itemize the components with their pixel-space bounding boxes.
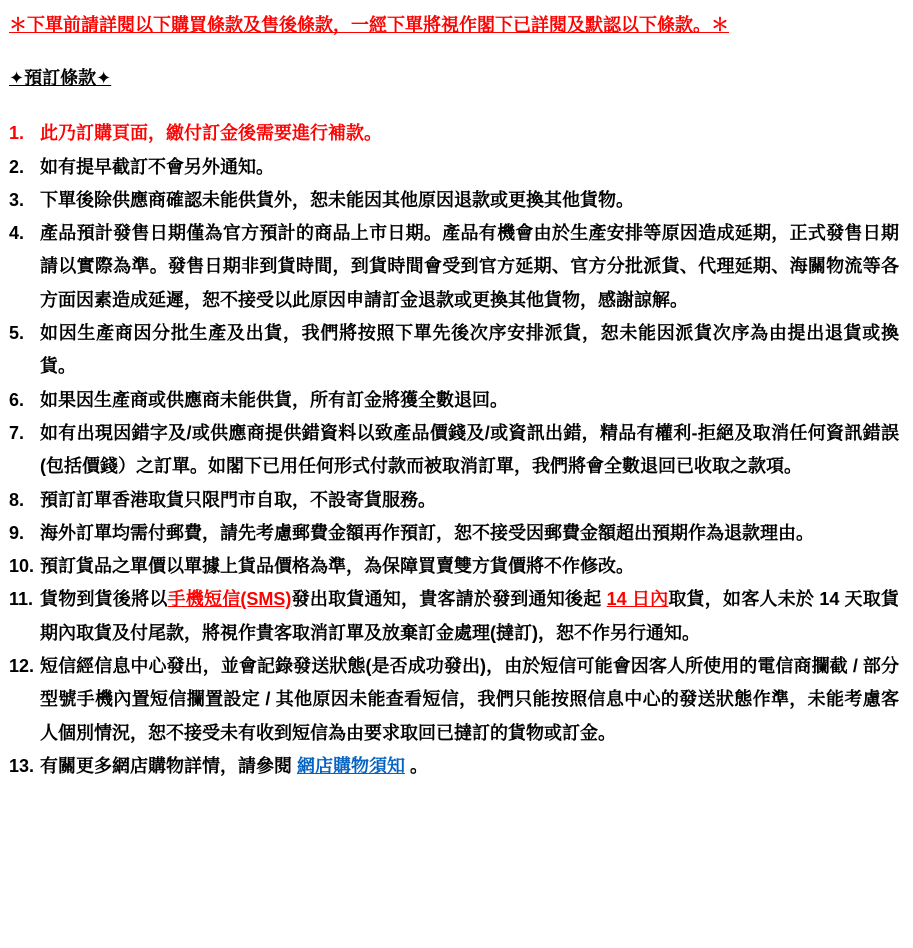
term-item <box>9 217 901 317</box>
term-segment: 如有出現因錯字及/或供應商提供錯資料以致產品價錢及/或資訊出錯，精品有權利-拒絕及取消任何資訊錯誤(包括價錢）之訂單。如閣下已用任何形式付款而被取消訂單，我們將會全數退回已收取之款項。 <box>40 422 899 477</box>
terms-list <box>9 117 901 783</box>
term-number: 8. <box>9 489 25 510</box>
term-text <box>40 117 901 150</box>
term-number: 6. <box>9 389 25 410</box>
term-text <box>40 550 901 583</box>
term-segment: 發出取貨通知，貴客請於發到通知後起 <box>291 589 607 610</box>
term-number: 7. <box>9 422 25 443</box>
term-number: 9. <box>9 522 25 543</box>
term-segment: 取貨，如客人未於 14 天取貨期內取貨及付尾款，將視作貴客取消訂單及放棄訂金處理(撻訂)，恕不作另行通知。 <box>40 589 900 643</box>
term-number: 13. <box>9 755 35 776</box>
term-text <box>40 151 901 184</box>
term-segment: 產品預計發售日期僅為官方預計的商品上市日期。產品有機會由於生產安排等原因造成延期，正式發售日期請以實際為準。發售日期非到貨時間，到貨時間會受到官方延期、官方分批派貨、代理延期、海關物流等各方面因素造成延遲，恕不接受以此原因申請訂金退款或更換其他貨物，感謝諒解。 <box>40 223 899 310</box>
term-item <box>9 184 901 217</box>
term-item <box>9 384 901 417</box>
purchase-notice: ＊下單前請詳閱以下購買條款及售後條款，一經下單將視作閣下已詳閱及默認以下條款。＊ <box>9 15 729 35</box>
term-item <box>9 750 901 783</box>
term-text <box>40 417 901 484</box>
term-number: 11. <box>9 589 34 610</box>
term-text <box>40 650 901 750</box>
term-segment: 短信經信息中心發出，並會記錄發送狀態(是否成功發出)，由於短信可能會因客人所使用的電信商攔截 / 部分型號手機內置短信攔置設定 / 其他原因未能查看短信，我們只能按照信息中心的發送狀態作準，未能考慮客人個別情況，恕不接受未有收到短信為由要求取回已撻訂的貨物或訂金。 <box>40 656 899 743</box>
store-shopping-notes-link[interactable]: 網店購物須知 <box>297 755 405 776</box>
term-segment: 預訂訂單香港取貨只限門市自取，不設寄貨服務。 <box>40 489 436 510</box>
term-segment: 海外訂單均需付郵費，請先考慮郵費金額再作預訂，恕不接受因郵費金額超出預期作為退款理由。 <box>40 522 814 543</box>
term-segment: 預訂貨品之單價以單據上貨品價格為準，為保障買賣雙方貨價將不作修改。 <box>40 556 634 577</box>
term-text <box>40 484 901 517</box>
term-item <box>9 650 901 750</box>
term-text <box>40 184 901 217</box>
term-segment: 如有提早截訂不會另外通知。 <box>40 156 274 177</box>
term-number: 3. <box>9 189 25 210</box>
term-segment: 手機短信(SMS) <box>167 589 292 610</box>
term-segment: 14 日內 <box>606 589 669 610</box>
term-segment: 。 <box>405 755 429 776</box>
term-segment: 有關更多網店購物詳情，請參閱 <box>40 755 297 776</box>
term-segment: 貨物到貨後將以 <box>40 589 168 610</box>
term-item <box>9 317 901 384</box>
term-text <box>40 384 901 417</box>
term-item <box>9 550 901 583</box>
term-text <box>40 750 901 783</box>
term-text <box>40 517 901 550</box>
section-title-preorder-terms: ✦預訂條款✦ <box>9 68 112 89</box>
term-segment: 如因生產商因分批生產及出貨，我們將按照下單先後次序安排派貨，恕未能因派貨次序為由提出退貨或換貨。 <box>40 323 899 377</box>
term-text <box>40 583 901 650</box>
term-segment: 如果因生產商或供應商未能供貨，所有訂金將獲全數退回。 <box>40 389 508 410</box>
term-segment: 下單後除供應商確認未能供貨外，恕未能因其他原因退款或更換其他貨物。 <box>40 189 634 210</box>
term-item <box>9 417 901 484</box>
term-item <box>9 484 901 517</box>
term-item <box>9 583 901 650</box>
term-item <box>9 117 901 150</box>
term-segment: 此乃訂購頁面，繳付訂金後需要進行補款。 <box>40 123 382 144</box>
term-number: 4. <box>9 223 25 244</box>
term-number: 12. <box>9 656 35 677</box>
term-item <box>9 517 901 550</box>
term-number: 2. <box>9 156 25 177</box>
term-item <box>9 151 901 184</box>
term-number: 10. <box>9 556 35 577</box>
term-text <box>40 217 901 317</box>
term-number: 5. <box>9 323 25 344</box>
term-number: 1. <box>9 123 25 144</box>
term-text <box>40 317 901 384</box>
